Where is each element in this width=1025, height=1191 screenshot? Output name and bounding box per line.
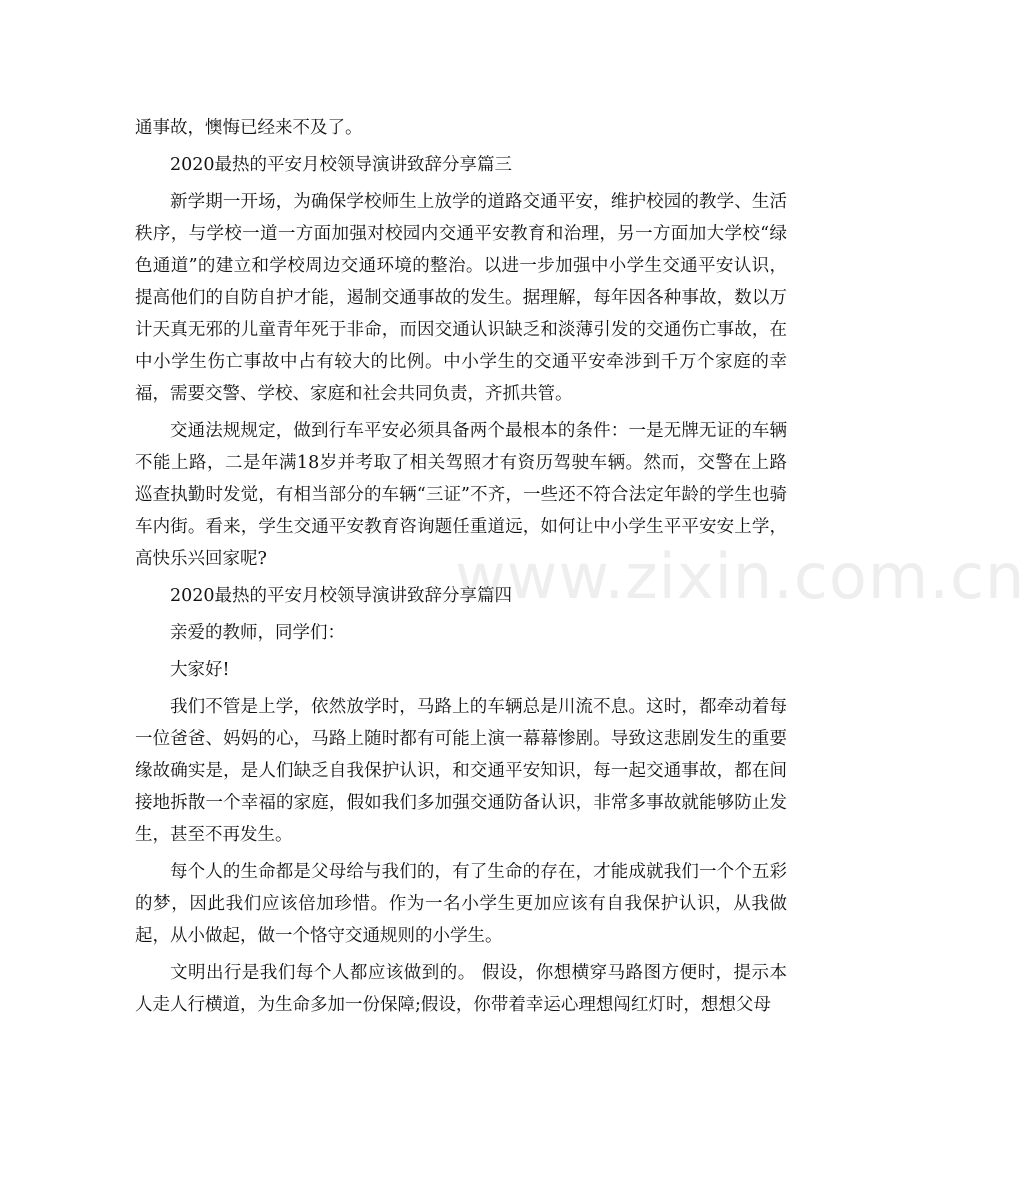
section-heading-part3: 2020最热的平安月校领导演讲致辞分享篇三 <box>170 155 513 175</box>
paragraph: 文明出行是我们每个人都应该做到的。 假设，你想横穿马路图方便时，提示本人走人行横道，为生命多加一份保障;假设，你带着幸运心理想闯红灯时，想想父母 <box>135 963 787 1015</box>
paragraph: 我们不管是上学，依然放学时，马路上的车辆总是川流不息。这时，都牵动着每一位爸爸、妈妈的心，马路上随时都有可能上演一幕幕惨剧。导致这悲剧发生的重要缘故确实是，是人们缺乏自我保护认识，和交通平安知识，每一起交通事故，都在间接地拆散一个幸福的家庭，假如我们多加强交通防备认识，非常多事故就能够防止发生，甚至不再发生。 <box>135 697 787 845</box>
paragraph: 新学期一开场，为确保学校师生上放学的道路交通平安，维护校园的教学、生活秩序，与学校一道一方面加强对校园内交通平安教育和治理，另一方面加大学校“绿色通道”的建立和学校周边交通环境的整治。以进一步加强中小学生交通平安认识，提高他们的自防自护才能，遏制交通事故的发生。据理解，每年因各种事故，数以万计天真无邪的儿童青年死于非命，而因交通认识缺乏和淡薄引发的交通伤亡事故，在中小学生伤亡事故中占有较大的比例。中小学生的交通平安牵涉到千万个家庭的幸福，需要交警、学校、家庭和社会共同负责，齐抓共管。 <box>135 192 787 404</box>
salutation: 亲爱的教师，同学们： <box>170 623 345 643</box>
paragraph: 每个人的生命都是父母给与我们的，有了生命的存在，才能成就我们一个个五彩的梦，因此我们应该倍加珍惜。作为一名小学生更加应该有自我保护认识，从我做起，从小做起，做一个恪守交通规则的小学生。 <box>135 862 787 946</box>
document-body <box>135 112 787 1026</box>
paragraph: 交通法规规定，做到行车平安必须具备两个最根本的条件：一是无牌无证的车辆不能上路，二是年满18岁并考取了相关驾照才有资历驾驶车辆。然而，交警在上路巡查执勤时发觉，有相当部分的车辆“三证”不齐，一些还不符合法定年龄的学生也骑车内街。看来，学生交通平安教育咨询题任重道远，如何让中小学生平平安安上学，高快乐兴回家呢? <box>135 421 787 569</box>
watermark: www.zixin.com.cn <box>455 540 1025 613</box>
greeting: 大家好! <box>170 660 230 680</box>
section-heading-part4: 2020最热的平安月校领导演讲致辞分享篇四 <box>170 586 513 606</box>
paragraph-continuation: 通事故，懊悔已经来不及了。 <box>135 118 363 138</box>
